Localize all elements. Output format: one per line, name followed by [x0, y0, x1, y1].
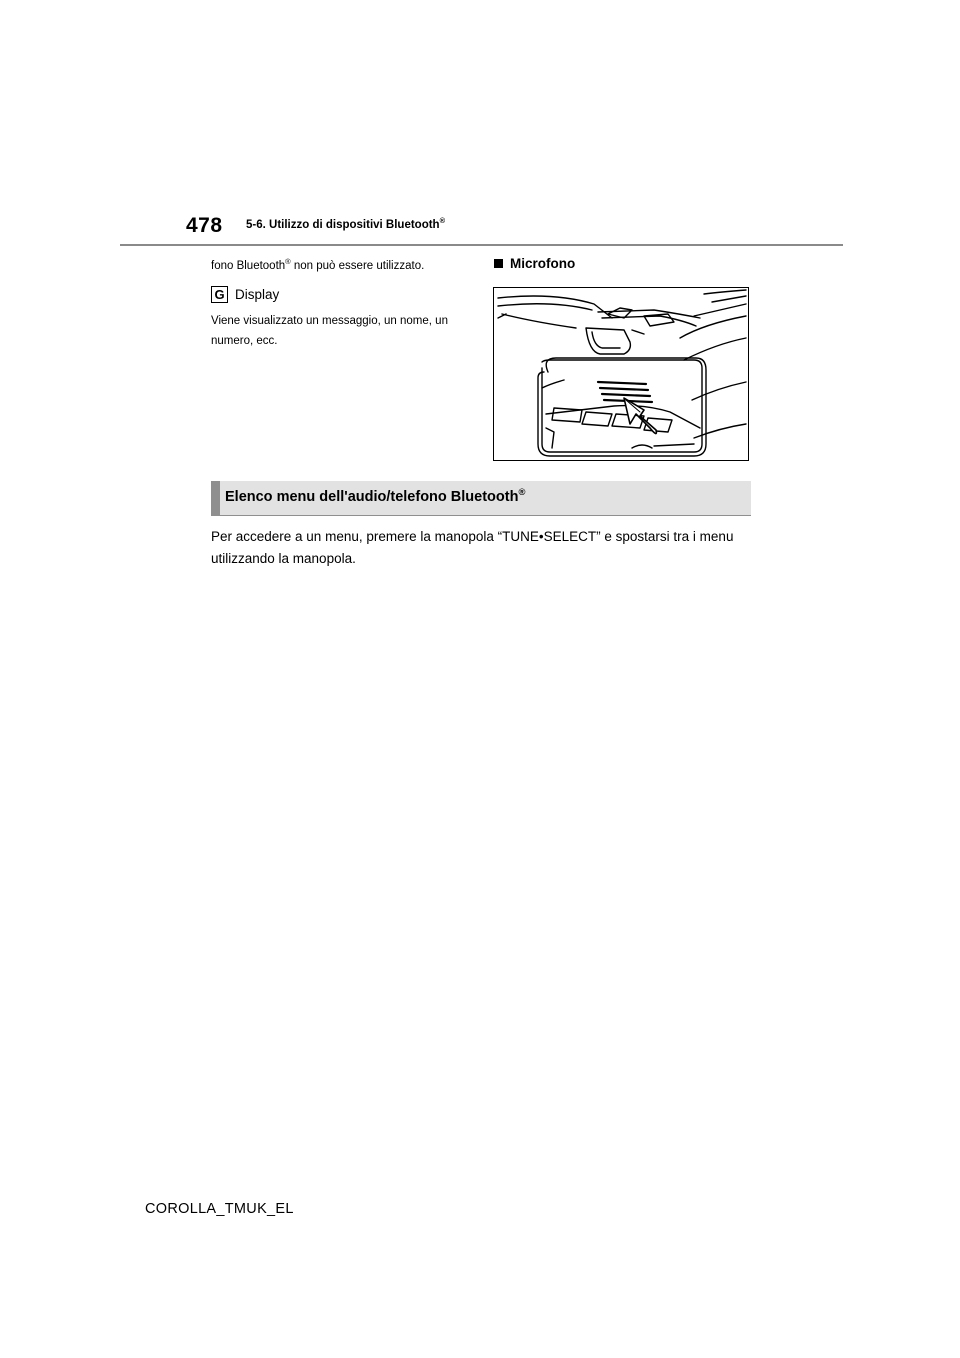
menu-instructions: Per accedere a un menu, premere la manopola “TUNE•SELECT” e spostarsi tra i menu utilizzando la manopola. — [211, 529, 734, 566]
item-description: Viene visualizzato un messaggio, un nome, un numero, ecc. — [211, 315, 448, 347]
menu-section-title — [225, 486, 526, 505]
section-title-text: 5-6. Utilizzo di dispositivi Bluetooth — [246, 219, 440, 231]
continued-text-pre: fono Bluetooth — [211, 260, 286, 272]
menu-section-rule — [211, 515, 751, 516]
continued-text — [211, 258, 424, 274]
registered-mark: ® — [439, 216, 446, 226]
black-square-icon — [494, 259, 503, 268]
microphone-line-drawing — [494, 288, 749, 461]
display-item — [211, 284, 279, 304]
microphone-illustration — [493, 287, 749, 461]
menu-section-header — [211, 481, 751, 515]
item-label: Display — [235, 286, 280, 302]
continued-text-post: non può essere utilizzato. — [290, 260, 425, 272]
menu-header-accent — [211, 481, 220, 515]
microphone-heading-text: Microfono — [510, 256, 576, 271]
menu-section-title-text: Elenco menu dell'audio/telefono Bluetooth — [225, 489, 519, 505]
registered-mark: ® — [285, 257, 291, 267]
header-rule — [120, 244, 843, 246]
page-number: 478 — [186, 214, 223, 237]
registered-mark: ® — [518, 486, 526, 498]
document-code: COROLLA_TMUK_EL — [145, 1201, 294, 1217]
section-title — [246, 216, 446, 231]
item-badge: G — [211, 286, 228, 303]
microphone-heading — [494, 256, 575, 271]
